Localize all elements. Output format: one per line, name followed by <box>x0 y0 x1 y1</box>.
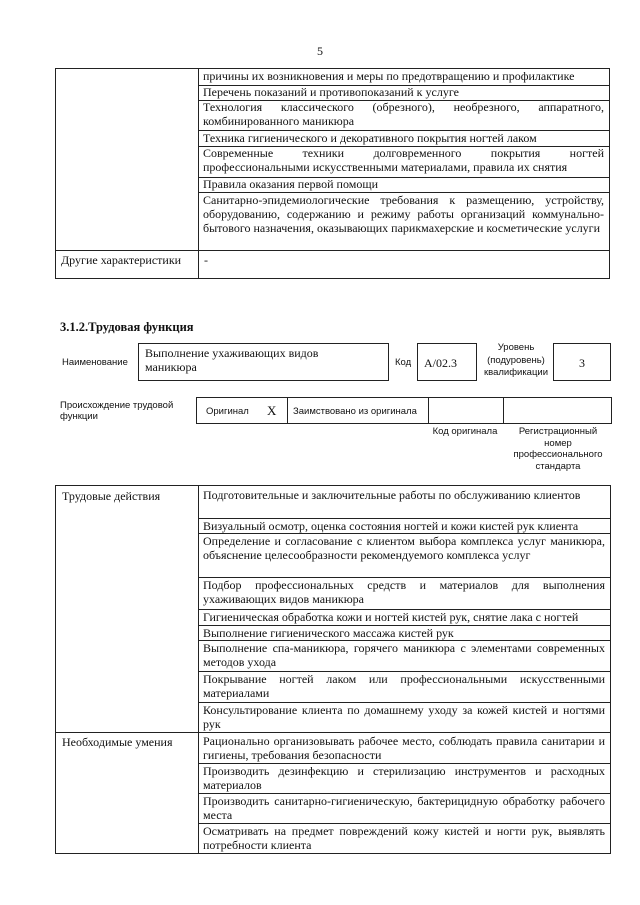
labor-action-item: Подготовительные и заключительные работы по обслуживанию клиентов <box>203 488 581 502</box>
skill-item: Рационально организовывать рабочее место, соблюдать правила санитарии и гигиены, требования безопасности <box>203 734 605 762</box>
labor-action-item: Выполнение спа-маникюра, горячего маникюра с элементами современных методов ухода <box>203 641 605 669</box>
name-label: Наименование <box>62 357 128 368</box>
knowledge-item: Современные техники долговременного покрытия ногтей профессиональными искусственными материалами, правила их снятия <box>203 146 604 174</box>
section-title: 3.1.2.Трудовая функция <box>60 320 194 334</box>
labor-action-item: Консультирование клиента по домашнему уходу за кожей кистей и ногтями рук <box>203 703 605 731</box>
skill-item: Осматривать на предмет повреждений кожу кистей и ногти рук, выявлять потребности клиента <box>203 824 605 852</box>
labor-action-item: Визуальный осмотр, оценка состояния ногтей и кожи кистей рук клиента <box>203 519 579 533</box>
skill-item: Производить дезинфекцию и стерилизацию инструментов и расходных материалов <box>203 764 605 792</box>
origin-divider <box>287 398 288 423</box>
row-divider <box>56 732 610 733</box>
code-original-caption: Код оригинала <box>432 426 498 437</box>
origin-divider <box>503 398 504 423</box>
labor-action-item: Определение и согласование с клиентом выбора комплекса услуг маникюра, объяснение целесообразности рекомендуемого комплекса услуг <box>203 534 605 562</box>
knowledge-item: причины их возникновения и меры по предотвращению и профилактике <box>203 69 575 83</box>
labor-action-item: Подбор профессиональных средств и материалов для выполнения ухаживающих видов маникюра <box>203 578 605 606</box>
code-label: Код <box>395 357 412 368</box>
origin-box <box>196 397 612 424</box>
knowledge-item: Правила оказания первой помощи <box>203 177 379 191</box>
function-code: А/02.3 <box>424 356 457 370</box>
column-divider <box>198 486 199 853</box>
code-value-box <box>417 343 477 381</box>
level-label: Уровень (подуровень) квалификации <box>483 342 549 378</box>
skills-label: Необходимые умения <box>62 735 173 749</box>
origin-label: Происхождение трудовой функции <box>60 400 174 422</box>
row-divider <box>56 250 609 251</box>
labor-action-item: Выполнение гигиенического массажа кистей рук <box>203 626 454 640</box>
original-mark: X <box>267 403 277 418</box>
labor-function-table <box>55 485 611 854</box>
knowledge-item: Технология классического (обрезного), необрезного, аппаратного, комбинированного маникюра <box>203 100 604 128</box>
knowledge-table-continuation <box>55 68 610 279</box>
origin-divider <box>428 398 429 423</box>
knowledge-item: Техника гигиенического и декоративного покрытия ногтей лаком <box>203 131 537 145</box>
original-label: Оригинал <box>206 406 249 417</box>
name-value-box <box>138 343 389 381</box>
registration-number-caption: Регистрационный номер профессионального стандарта <box>513 426 603 472</box>
labor-action-item: Гигиеническая обработка кожи и ногтей кистей рук, снятие лака с ногтей <box>203 610 579 624</box>
knowledge-item: Перечень показаний и противопоказаний к услуге <box>203 85 459 99</box>
function-name: Выполнение ухаживающих видов маникюра <box>145 346 319 374</box>
knowledge-item: Санитарно-эпидемиологические требования к размещению, устройству, оборудованию, содержанию и режиму работы организаций коммунально-бытового назначения, оказывающих парикмахерские и косметические услуги <box>203 193 604 235</box>
other-characteristics-value: - <box>204 253 208 267</box>
qualification-level: 3 <box>579 356 585 370</box>
other-characteristics-label: Другие характеристики <box>61 253 182 267</box>
skill-item: Производить санитарно-гигиеническую, бактерицидную обработку рабочего места <box>203 794 605 822</box>
labor-action-item: Покрывание ногтей лаком или профессиональными искусственными материалами <box>203 672 605 700</box>
labor-actions-label: Трудовые действия <box>62 489 161 503</box>
level-value-box <box>553 343 611 381</box>
page-number: 5 <box>317 44 323 58</box>
borrowed-label: Заимствовано из оригинала <box>293 406 417 417</box>
